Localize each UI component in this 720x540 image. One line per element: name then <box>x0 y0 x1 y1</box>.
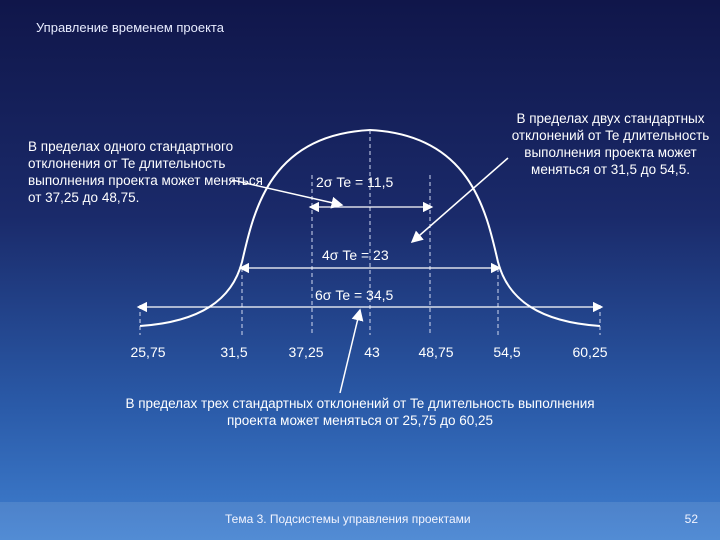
axis-tick-60-25: 60,25 <box>572 344 608 360</box>
footer-topic: Тема 3. Подсистемы управления проектами <box>225 512 471 526</box>
axis-tick-48-75: 48,75 <box>418 344 454 360</box>
three-sigma-note: В пределах трех стандартных отклонений от Te длительность выполнения проекта может меняться от 25,75 до 60,25 <box>125 396 595 428</box>
six-sigma-label: 6σ Te = 34,5 <box>315 287 394 303</box>
two-sigma-note: В пределах двух стандартных отклонений от Te длительность выполнения проекта может меняться от 31,5 до 54,5. <box>511 111 710 177</box>
page-number: 52 <box>684 512 698 526</box>
one-sigma-note: В пределах одного стандартного отклонения от Te длительность выполнения проекта может меняться от 37,25 до 48,75. <box>28 139 263 205</box>
page-title: Управление временем проекта <box>36 20 224 35</box>
axis-tick-43: 43 <box>364 344 380 360</box>
axis-tick-25-75: 25,75 <box>130 344 166 360</box>
axis-tick-54-5: 54,5 <box>493 344 521 360</box>
two-sigma-label: 2σ Te = 11,5 <box>316 174 394 190</box>
four-sigma-label: 4σ Te = 23 <box>322 247 389 263</box>
axis-tick-31-5: 31,5 <box>220 344 248 360</box>
three-sigma-pointer-arrow <box>340 310 360 393</box>
axis-tick-37-25: 37,25 <box>288 344 324 360</box>
